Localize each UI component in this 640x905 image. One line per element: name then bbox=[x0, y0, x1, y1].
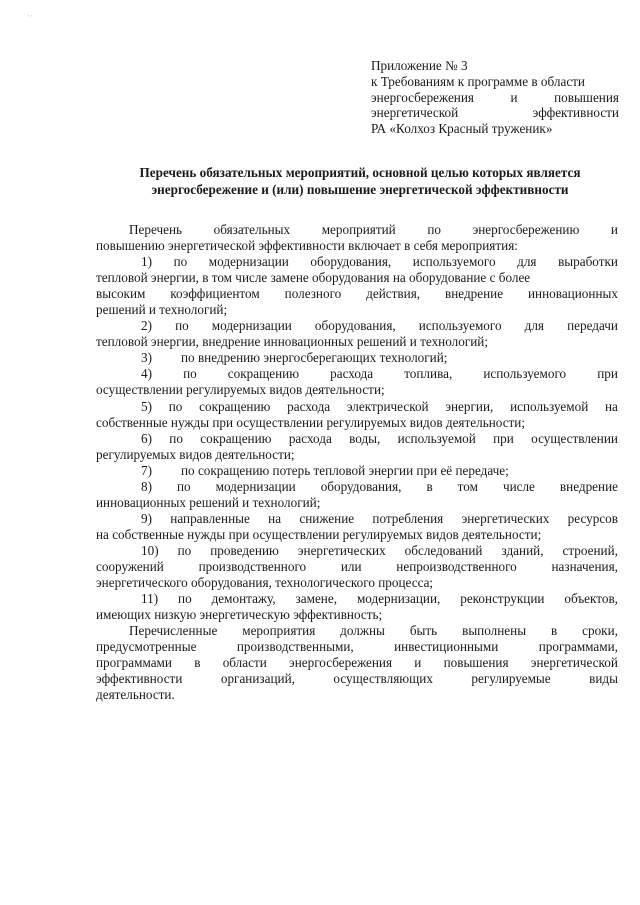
list-item-7 bbox=[96, 463, 618, 479]
word: эффективности bbox=[96, 671, 183, 687]
item-number: 1) bbox=[141, 254, 152, 270]
word: непроизводственного bbox=[396, 558, 517, 574]
list-item-11 bbox=[96, 591, 618, 607]
list-item-2 bbox=[96, 318, 618, 334]
list-item-8 bbox=[96, 479, 618, 495]
word: проведению bbox=[210, 542, 279, 558]
appendix-line: к Требованиям к программе в области bbox=[371, 73, 585, 89]
word: Перечень bbox=[129, 222, 183, 237]
word: высоким bbox=[96, 286, 146, 302]
text: деятельности. bbox=[96, 687, 175, 703]
item-line bbox=[96, 527, 618, 543]
word: том bbox=[457, 478, 478, 494]
text: тепловой энергии, в том числе замене оборудования на оборудование с более bbox=[96, 270, 531, 286]
intro-line bbox=[96, 238, 618, 254]
item-line bbox=[96, 270, 618, 286]
word: сроки, bbox=[582, 623, 618, 639]
item-number: 11) bbox=[141, 591, 159, 607]
item-line bbox=[96, 559, 618, 575]
heading-line: Перечень обязательных мероприятий, основной целью которых является bbox=[139, 165, 581, 180]
word: числе bbox=[502, 478, 535, 494]
word: топлива, bbox=[404, 366, 453, 382]
text: собственные нужды при осуществлении регулируемых видов деятельности; bbox=[96, 414, 526, 430]
word: по bbox=[427, 222, 441, 237]
appendix-header bbox=[371, 58, 619, 137]
word: потребления bbox=[372, 510, 444, 526]
word: при bbox=[493, 430, 514, 446]
word: предусмотренные bbox=[96, 639, 197, 655]
word: реконструкции bbox=[460, 591, 545, 607]
item-number: 10) bbox=[141, 542, 159, 558]
word: в bbox=[194, 655, 201, 671]
word: сокращению bbox=[227, 366, 300, 382]
text: имеющих низкую энергетическую эффективность; bbox=[96, 607, 383, 623]
closing-line bbox=[96, 687, 618, 703]
appendix-title: Приложение № 3 bbox=[371, 58, 468, 73]
item-number: 2) bbox=[141, 318, 152, 334]
word: используемого bbox=[412, 254, 496, 270]
word: модернизации bbox=[208, 254, 289, 270]
word: по bbox=[178, 591, 192, 607]
word: эффективности bbox=[532, 105, 619, 121]
word: используемого bbox=[418, 318, 502, 334]
item-line bbox=[96, 575, 618, 591]
word: для bbox=[517, 254, 537, 270]
text: инновационных решений и технологий; bbox=[96, 494, 321, 510]
word: по bbox=[169, 430, 183, 446]
word: по bbox=[175, 318, 189, 334]
item-line bbox=[96, 302, 618, 318]
word: энергетической bbox=[371, 105, 459, 121]
appendix-line bbox=[371, 105, 619, 121]
word: выработки bbox=[558, 254, 618, 270]
word: программами bbox=[96, 655, 172, 671]
closing-line bbox=[96, 639, 618, 655]
word: энергосбережения bbox=[371, 89, 474, 105]
intro-line bbox=[96, 222, 618, 238]
corner-mark: ' ' bbox=[28, 14, 33, 22]
word: оборудования, bbox=[320, 478, 402, 494]
item-line bbox=[96, 447, 618, 463]
word: и bbox=[414, 655, 422, 671]
word: быть bbox=[409, 623, 438, 639]
word: сооружений bbox=[96, 558, 164, 574]
item-line bbox=[96, 495, 618, 511]
word: сокращению bbox=[200, 430, 272, 446]
word: полезного bbox=[284, 286, 342, 302]
word: в bbox=[426, 478, 433, 494]
word: коэффициентом bbox=[170, 286, 260, 302]
word: должны bbox=[340, 623, 385, 639]
word: воды, bbox=[349, 430, 381, 446]
word: ресурсов bbox=[567, 510, 618, 526]
item-number: 4) bbox=[141, 366, 152, 382]
text: регулируемых видов деятельности; bbox=[96, 446, 295, 462]
list-item-9 bbox=[96, 511, 618, 527]
word: осуществлении bbox=[531, 430, 618, 446]
word: по bbox=[176, 478, 191, 494]
item-number: 8) bbox=[141, 478, 152, 494]
closing-line bbox=[96, 623, 618, 639]
word: назначения, bbox=[551, 558, 618, 574]
word: энергосбережению bbox=[472, 222, 580, 237]
item-number: 3) bbox=[141, 350, 152, 366]
list-item-3 bbox=[96, 350, 618, 366]
word: или bbox=[340, 558, 362, 574]
word: в bbox=[550, 623, 558, 639]
word: снижение bbox=[299, 510, 355, 526]
word: демонтажу, bbox=[211, 591, 276, 607]
document-body bbox=[96, 222, 618, 703]
word: производственного bbox=[198, 558, 307, 574]
word: по bbox=[177, 542, 192, 558]
word: Перечисленные bbox=[129, 623, 218, 639]
word: строений, bbox=[562, 542, 618, 558]
word: объектов, bbox=[564, 591, 618, 607]
word: выполнены bbox=[462, 623, 527, 639]
word: и bbox=[610, 222, 618, 237]
item-number: 6) bbox=[141, 430, 152, 446]
appendix-line bbox=[371, 90, 619, 106]
word: при bbox=[597, 366, 618, 382]
word: повышения bbox=[443, 655, 509, 671]
item-line bbox=[96, 607, 618, 623]
item-number: 9) bbox=[141, 510, 152, 526]
word: обследований bbox=[404, 542, 483, 558]
word: инновационных bbox=[528, 286, 618, 302]
item-number: 7) bbox=[141, 462, 152, 478]
word: оборудования, bbox=[310, 254, 392, 270]
heading-line: энергосбережение и (или) повышение энергетической эффективности bbox=[151, 182, 569, 197]
word: по bbox=[173, 254, 188, 270]
word: расхода bbox=[330, 366, 374, 382]
closing-line bbox=[96, 671, 618, 687]
item-number: 5) bbox=[141, 398, 152, 414]
word: мероприятий bbox=[321, 222, 396, 237]
word: электрической bbox=[346, 398, 429, 414]
word: модернизации bbox=[215, 478, 296, 494]
word: оборудования, bbox=[314, 318, 396, 334]
word: действия, bbox=[366, 286, 421, 302]
word: модернизации bbox=[211, 318, 292, 334]
word: программами, bbox=[538, 639, 618, 655]
word: энергетической bbox=[530, 655, 618, 671]
word: регулируемые bbox=[471, 671, 551, 687]
list-item-10 bbox=[96, 543, 618, 559]
word: расхода bbox=[287, 398, 331, 414]
list-item-5 bbox=[96, 399, 618, 415]
word: и bbox=[510, 89, 518, 105]
document-heading bbox=[100, 164, 620, 198]
word: энергетических bbox=[297, 542, 386, 558]
word: внедрение bbox=[559, 478, 618, 494]
item-line bbox=[96, 415, 618, 431]
list-item-6 bbox=[96, 431, 618, 447]
word: используемой bbox=[397, 430, 476, 446]
word: организаций, bbox=[220, 671, 295, 687]
text: энергетического оборудования, технологического процесса; bbox=[96, 575, 434, 591]
text: по сокращению потерь тепловой энергии при её передаче; bbox=[181, 462, 509, 478]
word: зданий, bbox=[501, 542, 544, 558]
text: решений и технологий; bbox=[96, 302, 228, 318]
word: для bbox=[524, 318, 544, 334]
item-line bbox=[96, 286, 618, 302]
word: по bbox=[183, 366, 197, 382]
item-line bbox=[96, 382, 618, 398]
word: обязательных bbox=[213, 222, 291, 237]
text: тепловой энергии, внедрение инновационных решений и технологий; bbox=[96, 334, 488, 350]
word: осуществляющих bbox=[333, 671, 433, 687]
word: области bbox=[222, 655, 267, 671]
word: производственными, bbox=[236, 639, 354, 655]
text: осуществлении регулируемых видов деятельности; bbox=[96, 382, 385, 398]
word: мероприятия bbox=[242, 623, 316, 639]
word: внедрение bbox=[444, 286, 504, 302]
word: по bbox=[168, 398, 183, 414]
item-line bbox=[96, 334, 618, 350]
word: на bbox=[268, 510, 282, 526]
word: модернизации, bbox=[356, 591, 441, 607]
list-item-1 bbox=[96, 254, 618, 270]
word: энергосбережения bbox=[289, 655, 393, 671]
word: направленные bbox=[170, 510, 250, 526]
word: инвестиционными bbox=[394, 639, 499, 655]
word: энергетических bbox=[461, 510, 550, 526]
closing-line bbox=[96, 655, 618, 671]
word: замене, bbox=[295, 591, 338, 607]
word: расхода bbox=[288, 430, 332, 446]
word: виды bbox=[589, 671, 618, 687]
word: используемого bbox=[483, 366, 567, 382]
text: на собственные нужды при осуществлении регулируемых видов деятельности; bbox=[96, 526, 542, 542]
word: на bbox=[605, 398, 618, 414]
list-item-4 bbox=[96, 366, 618, 382]
text: по внедрению энергосберегающих технологий; bbox=[181, 350, 448, 366]
word: сокращению bbox=[199, 398, 271, 414]
word: передачи bbox=[567, 318, 618, 334]
word: повышения bbox=[554, 89, 619, 105]
text: повышению энергетической эффективности включает в себя мероприятия: bbox=[96, 238, 518, 254]
word: энергии, bbox=[445, 398, 494, 414]
appendix-line: РА «Колхоз Красный труженик» bbox=[371, 121, 553, 137]
word: используемой bbox=[510, 398, 589, 414]
